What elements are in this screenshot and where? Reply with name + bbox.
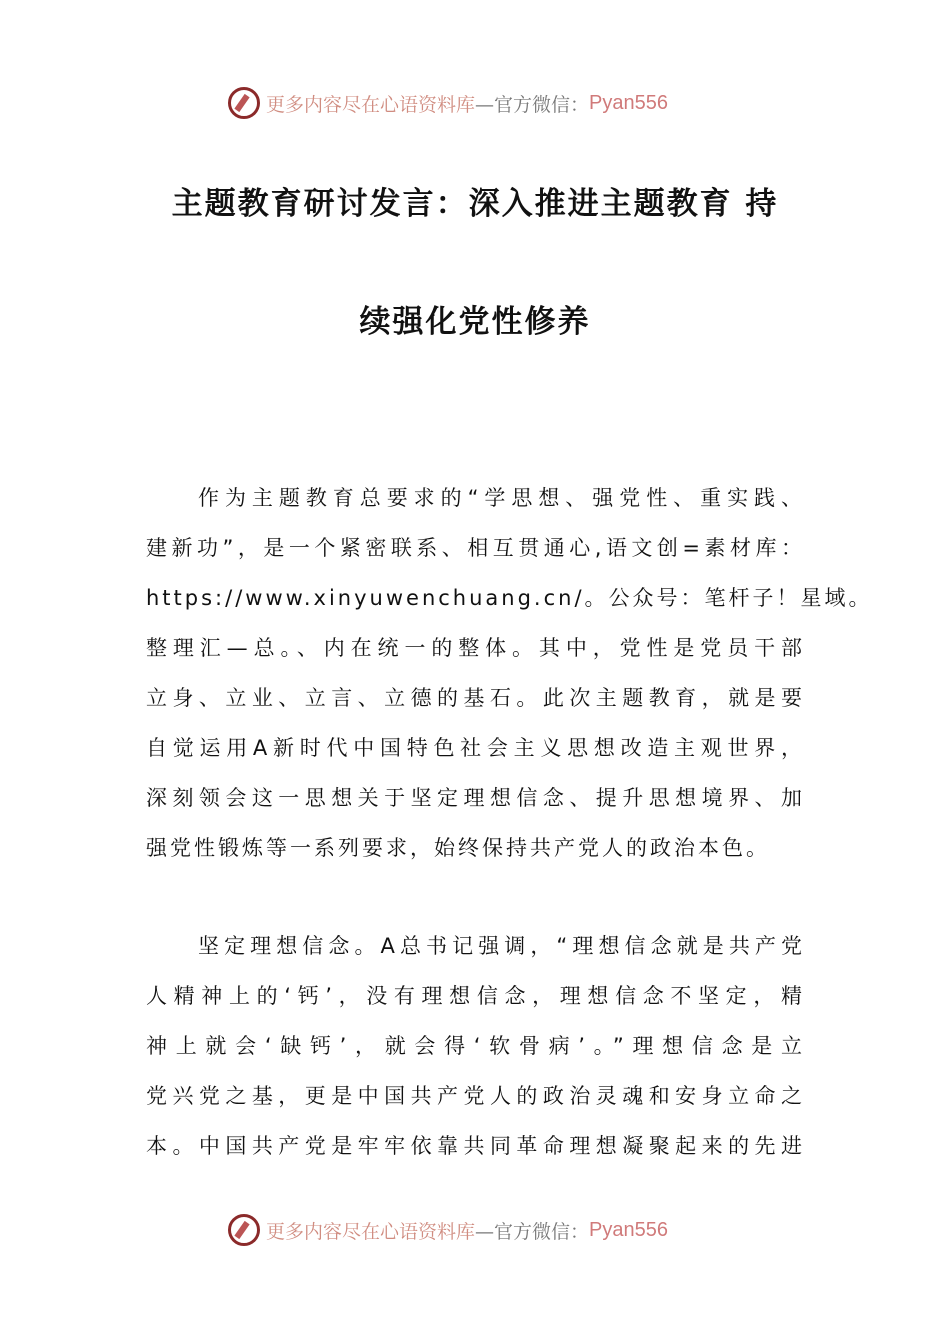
paragraph-line: 神上就会‘缺钙’，就会得‘软骨病’。”理想信念是立 (146, 1034, 805, 1058)
paragraph-line: 整理汇—总。、内在统一的整体。其中，党性是党员干部 (146, 636, 805, 660)
paragraph-line: 深刻领会这一思想关于坚定理想信念、提升思想境界、加 (146, 786, 805, 810)
pen-logo-icon (228, 87, 260, 119)
paragraph-line: 党兴党之基，更是中国共产党人的政治灵魂和安身立命之 (146, 1084, 805, 1108)
watermark-wechat-id: Pyan556 (589, 1218, 668, 1241)
document-title-line-2: 续强化党性修养 (359, 304, 591, 340)
paragraph-line: 作为主题教育总要求的“学思想、强党性、重实践、 (198, 486, 805, 510)
paragraph-line: https://www.xinyuwenchuang.cn/。公众号：笔杆子！星域。 (146, 586, 873, 610)
paragraph-line: 坚定理想信念。A总书记强调，“理想信念就是共产党 (198, 934, 805, 958)
watermark-text: —官方微信： (475, 93, 590, 116)
pen-logo-icon (228, 1214, 260, 1246)
paragraph-line: 建新功”，是一个紧密联系、相互贯通心,语文创=素材库： (146, 536, 805, 560)
paragraph-line: 立身、立业、立言、立德的基石。此次主题教育，就是要 (146, 686, 805, 710)
watermark-text: —官方微信： (475, 1220, 590, 1243)
header-watermark (228, 85, 668, 121)
watermark-text: 更多内容尽在心语资料库 (266, 93, 476, 116)
paragraph-line: 自觉运用A新时代中国特色社会主义思想改造主观世界， (146, 736, 805, 760)
paragraph-line: 强党性锻炼等一系列要求，始终保持共产党人的政治本色。 (146, 836, 770, 860)
paragraph-line: 人精神上的‘钙’，没有理想信念，理想信念不坚定，精 (146, 984, 805, 1008)
watermark-text: 更多内容尽在心语资料库 (266, 1220, 476, 1243)
footer-watermark (228, 1212, 668, 1248)
document-title-line-1: 主题教育研讨发言：深入推进主题教育 持 (171, 186, 779, 222)
watermark-wechat-id: Pyan556 (589, 91, 668, 114)
paragraph-line: 本。中国共产党是牢牢依靠共同革命理想凝聚起来的先进 (146, 1134, 805, 1158)
